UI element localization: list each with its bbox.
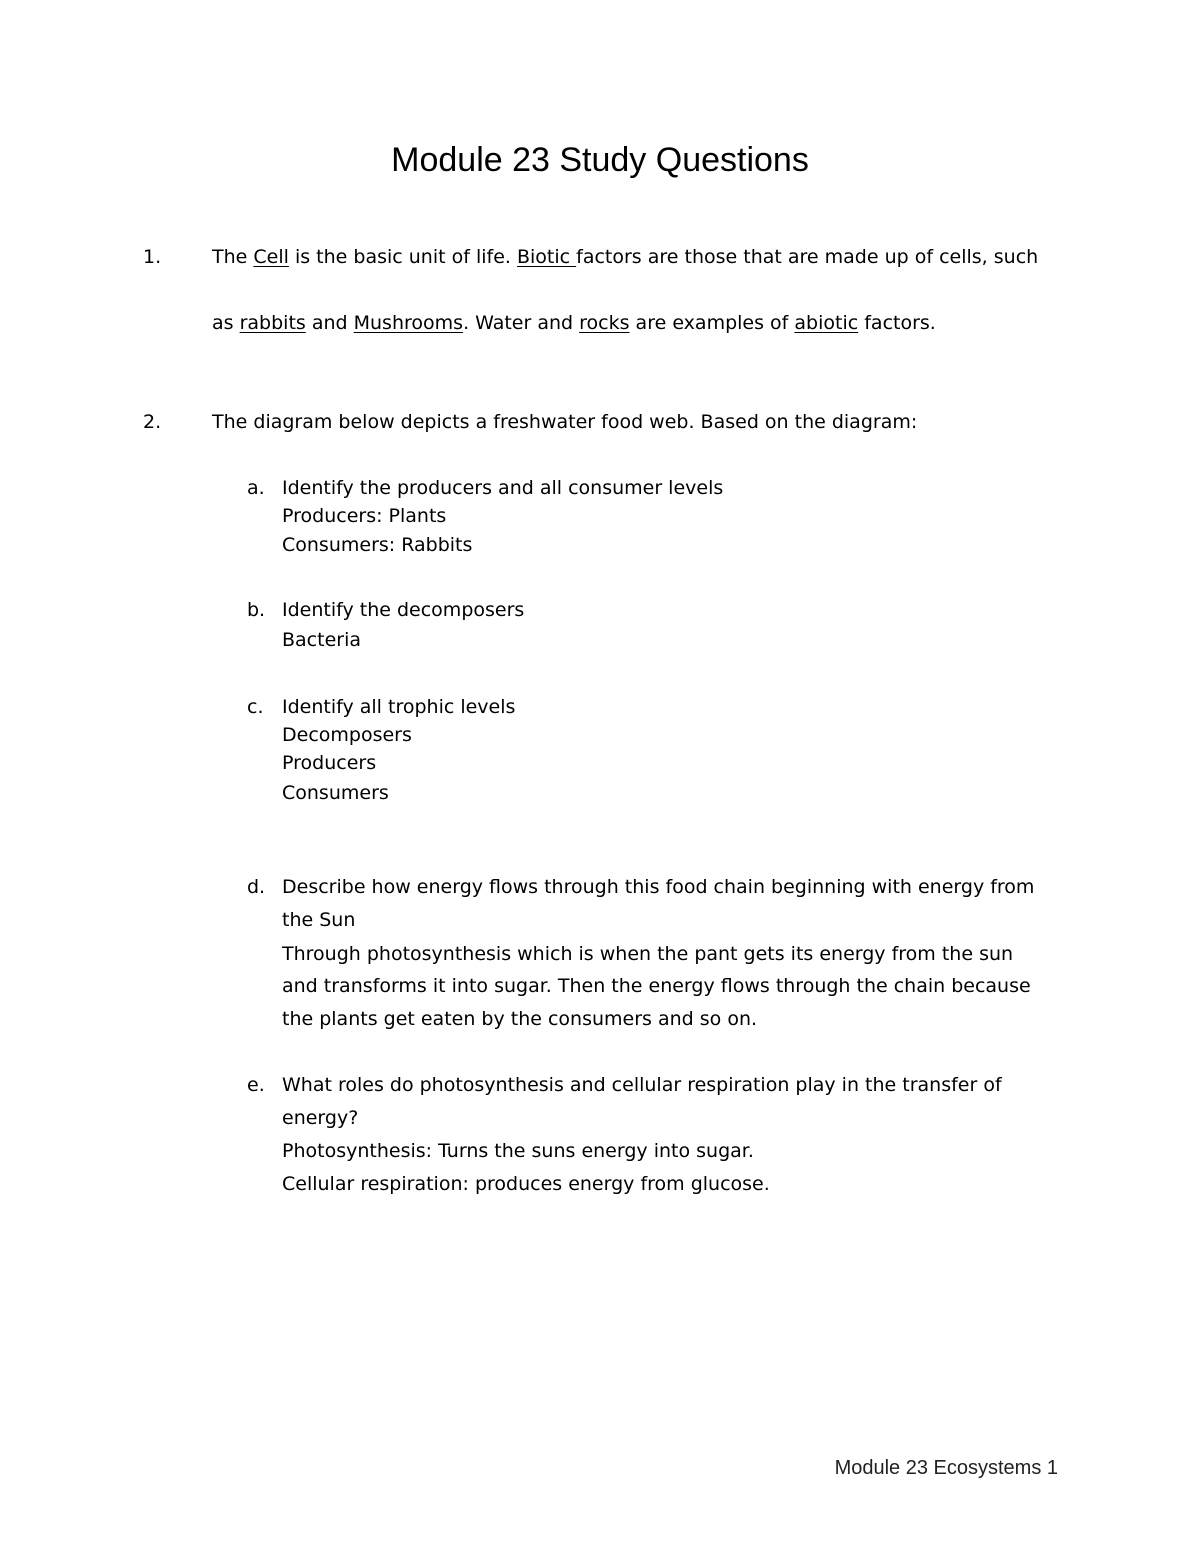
- part-letter-b: b.: [247, 599, 266, 621]
- text-run: factors are those that are made up of cells, such: [576, 246, 1039, 268]
- part-a-question: Identify the producers and all consumer levels: [282, 477, 724, 499]
- blank-answer-rabbits: rabbits: [239, 312, 306, 334]
- part-e-question: energy?: [282, 1107, 359, 1129]
- part-letter-e: e.: [247, 1074, 265, 1096]
- blank-answer-mushrooms: Mushrooms: [353, 312, 464, 334]
- text-run: and: [305, 312, 354, 334]
- page-title: Module 23 Study Questions: [391, 141, 809, 179]
- part-letter-a: a.: [247, 477, 265, 499]
- blank-answer-abiotic: abiotic: [794, 312, 859, 334]
- part-d-answer: Through photosynthesis which is when the pant gets its energy from the sun: [282, 943, 1014, 965]
- blank-answer-rocks: rocks: [579, 312, 630, 334]
- blank-answer-biotic: Biotic: [516, 246, 577, 268]
- text-run: The: [212, 246, 254, 268]
- text-run: factors.: [858, 312, 936, 334]
- question-1-line-1: [212, 244, 1038, 270]
- part-c-answer: Consumers: [282, 782, 389, 804]
- part-d-question: the Sun: [282, 909, 356, 931]
- part-c-answer: Producers: [282, 752, 377, 774]
- part-d-answer: and transforms it into sugar. Then the energy flows through the chain because: [282, 975, 1031, 997]
- question-2-prompt: The diagram below depicts a freshwater food web. Based on the diagram:: [212, 411, 918, 433]
- text-run: . Water and: [463, 312, 580, 334]
- part-a-answer: Consumers: Rabbits: [282, 534, 473, 556]
- part-c-question: Identify all trophic levels: [282, 696, 516, 718]
- part-letter-d: d.: [247, 876, 266, 898]
- part-b-answer: Bacteria: [282, 629, 361, 651]
- part-b-question: Identify the decomposers: [282, 599, 525, 621]
- question-number: 1.: [143, 246, 162, 268]
- part-d-question: Describe how energy flows through this food chain beginning with energy from: [282, 876, 1035, 898]
- text-run: are examples of: [629, 312, 795, 334]
- text-run: is the basic unit of life.: [288, 246, 517, 268]
- question-number: 2.: [143, 411, 162, 433]
- part-d-answer: the plants get eaten by the consumers and so on.: [282, 1008, 758, 1030]
- part-letter-c: c.: [247, 696, 264, 718]
- part-c-answer: Decomposers: [282, 724, 412, 746]
- page-footer: Module 23 Ecosystems 1: [834, 1457, 1058, 1479]
- part-a-answer: Producers: Plants: [282, 505, 447, 527]
- part-e-question: What roles do photosynthesis and cellular respiration play in the transfer of: [282, 1074, 1002, 1096]
- part-e-answer: Photosynthesis: Turns the suns energy into sugar.: [282, 1140, 754, 1162]
- part-e-answer: Cellular respiration: produces energy from glucose.: [282, 1173, 770, 1195]
- question-1-line-2: [212, 310, 936, 336]
- blank-answer-cell: Cell: [253, 246, 289, 268]
- text-run: as: [212, 312, 240, 334]
